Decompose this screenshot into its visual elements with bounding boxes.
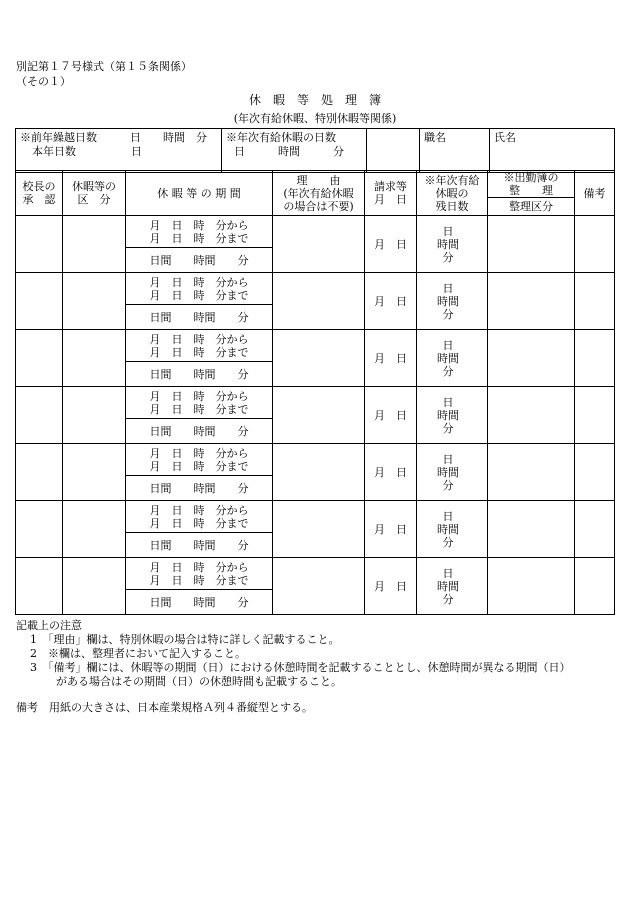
reason-cell[interactable] <box>273 216 365 273</box>
remaining-days-cell[interactable] <box>417 330 488 387</box>
period-to: 月 日 時 分まで <box>149 231 249 245</box>
leave-type-cell[interactable] <box>63 330 126 387</box>
reason-header-l3: の場合は不要) <box>283 199 354 213</box>
request-date-cell[interactable]: 月 日 <box>365 216 417 273</box>
note-item-3: 3 「備考」欄には、休暇等の期間（日）における休憩時間を記載することとし、休憩時間が異なる期間（日） <box>30 661 571 674</box>
period-duration-cell[interactable]: 日間 時間 分 <box>126 305 273 330</box>
paper-remark: 備考 用紙の大きさは、日本産業規格Ａ列４番縦型とする。 <box>16 701 313 714</box>
request-date-cell[interactable]: 月 日 <box>365 273 417 330</box>
period-from-to-cell[interactable] <box>126 558 273 590</box>
blank-cell <box>367 129 420 173</box>
period-from: 月 日 時 分から <box>149 218 249 232</box>
remaining-min: 分 <box>442 535 454 549</box>
principal-approval-cell[interactable] <box>16 558 63 615</box>
reason-cell[interactable] <box>273 501 365 558</box>
leave-table <box>15 170 615 615</box>
reason-cell[interactable] <box>273 273 365 330</box>
reason-cell[interactable] <box>273 330 365 387</box>
period-from-to-cell[interactable] <box>126 444 273 476</box>
attendance-cell[interactable] <box>488 216 575 273</box>
period-from-to-cell[interactable] <box>126 330 273 362</box>
reason-header-l1: 理 由 <box>296 173 341 187</box>
request-header-l2: 月 日 <box>374 193 407 206</box>
period-to: 月 日 時 分まで <box>149 288 249 302</box>
annual-leave-units: 日 時間 分 <box>234 145 344 158</box>
remaining-days-cell[interactable] <box>417 558 488 615</box>
remaining-header-l2: 休暇の <box>435 186 469 200</box>
leave-type-cell[interactable] <box>63 501 126 558</box>
annual-leave-cell[interactable] <box>222 129 367 173</box>
reason-cell[interactable] <box>273 444 365 501</box>
type-header-l1: 休暇等の <box>72 180 116 193</box>
remaining-days-cell[interactable] <box>417 387 488 444</box>
reason-header <box>273 171 365 216</box>
attendance-cell[interactable] <box>488 273 575 330</box>
period-duration-cell[interactable]: 日間 時間 分 <box>126 476 273 501</box>
remarks-cell[interactable] <box>575 501 615 558</box>
period-to: 月 日 時 分まで <box>149 402 249 416</box>
remaining-day: 日 <box>442 509 454 523</box>
carry-over-cell[interactable] <box>16 129 222 173</box>
principal-header <box>16 171 63 216</box>
remaining-header <box>417 171 488 216</box>
table-row <box>16 330 615 362</box>
leave-type-cell[interactable] <box>63 558 126 615</box>
note-item-2: 2 ※欄は、整理者において記入すること。 <box>30 647 246 660</box>
table-row <box>16 444 615 476</box>
remaining-day: 日 <box>442 566 454 580</box>
type-header <box>63 171 126 216</box>
period-from-to-cell[interactable] <box>126 501 273 533</box>
leave-type-cell[interactable] <box>63 444 126 501</box>
table-row <box>16 273 615 305</box>
name-label: 氏名 <box>494 131 516 144</box>
period-header: 休 暇 等 の 期 間 <box>126 171 273 216</box>
remaining-hour: 時間 <box>437 237 459 251</box>
period-from: 月 日 時 分から <box>149 503 249 517</box>
remaining-days-cell[interactable] <box>417 444 488 501</box>
attendance-cell[interactable] <box>488 501 575 558</box>
period-to: 月 日 時 分まで <box>149 573 249 587</box>
remaining-header-l1: ※年次有給 <box>424 173 480 187</box>
remaining-day: 日 <box>442 452 454 466</box>
remaining-hour: 時間 <box>437 465 459 479</box>
period-from: 月 日 時 分から <box>149 275 249 289</box>
period-to: 月 日 時 分まで <box>149 459 249 473</box>
remaining-header-l3: 残日数 <box>435 199 469 213</box>
page-subtitle: (年次有給休暇、特別休暇等関係) <box>233 112 397 125</box>
remaining-days-cell[interactable] <box>417 273 488 330</box>
request-date-cell[interactable]: 月 日 <box>365 444 417 501</box>
summary-table <box>15 128 615 173</box>
period-from-to-cell[interactable] <box>126 216 273 248</box>
this-year-line: 本年日数 日 <box>32 145 142 158</box>
remaining-days-cell[interactable] <box>417 216 488 273</box>
attendance-cell[interactable] <box>488 558 575 615</box>
leave-type-cell[interactable] <box>63 387 126 444</box>
remarks-cell[interactable] <box>575 273 615 330</box>
principal-approval-cell[interactable] <box>16 444 63 501</box>
position-cell[interactable] <box>420 129 490 173</box>
principal-approval-cell[interactable] <box>16 387 63 444</box>
remarks-cell[interactable] <box>575 387 615 444</box>
reason-cell[interactable] <box>273 558 365 615</box>
table-row <box>16 216 615 248</box>
period-from: 月 日 時 分から <box>149 560 249 574</box>
period-duration-cell[interactable]: 日間 時間 分 <box>126 248 273 273</box>
principal-approval-cell[interactable] <box>16 330 63 387</box>
form-id: 別記第１７号様式（第１５条関係） <box>16 60 192 73</box>
remaining-min: 分 <box>442 592 454 606</box>
attendance-cell[interactable] <box>488 444 575 501</box>
remaining-min: 分 <box>442 364 454 378</box>
principal-header-l1: 校長の <box>22 180 56 193</box>
period-from: 月 日 時 分から <box>149 389 249 403</box>
period-from-to-cell[interactable] <box>126 273 273 305</box>
page-title: 休 暇 等 処 理 簿 <box>248 93 381 107</box>
remaining-hour: 時間 <box>437 294 459 308</box>
remaining-hour: 時間 <box>437 351 459 365</box>
leave-type-cell[interactable] <box>63 216 126 273</box>
remarks-cell[interactable] <box>575 330 615 387</box>
principal-approval-cell[interactable] <box>16 216 63 273</box>
request-header-l1: 請求等 <box>374 180 407 193</box>
attendance-cell[interactable] <box>488 330 575 387</box>
remaining-days-cell[interactable] <box>417 501 488 558</box>
remarks-cell[interactable] <box>575 444 615 501</box>
table-row <box>16 387 615 419</box>
attendance-header-l1: ※出勤簿の <box>503 171 559 184</box>
position-label: 職名 <box>424 131 446 144</box>
carry-over-line: ※前年繰越日数 日 時間 分 <box>20 131 207 144</box>
remaining-min: 分 <box>442 421 454 435</box>
type-header-l2: 区 分 <box>77 193 111 206</box>
attendance-cell[interactable] <box>488 387 575 444</box>
request-date-cell[interactable]: 月 日 <box>365 558 417 615</box>
notes-heading: 記載上の注意 <box>16 619 82 632</box>
notes <box>16 619 571 715</box>
sub-id: （その１） <box>16 75 71 88</box>
remaining-day: 日 <box>442 224 454 238</box>
period-to: 月 日 時 分まで <box>149 516 249 530</box>
request-header <box>365 171 417 216</box>
period-from: 月 日 時 分から <box>149 332 249 346</box>
table-row <box>16 558 615 590</box>
remaining-day: 日 <box>442 338 454 352</box>
attendance-header-l2: 整 理 <box>509 184 553 197</box>
principal-header-l2: 承 認 <box>22 193 56 206</box>
table-row <box>16 501 615 533</box>
remaining-hour: 時間 <box>437 579 459 593</box>
reason-cell[interactable] <box>273 387 365 444</box>
request-date-cell[interactable]: 月 日 <box>365 501 417 558</box>
period-duration-cell[interactable]: 日間 時間 分 <box>126 419 273 444</box>
remarks-cell[interactable] <box>575 558 615 615</box>
attendance-header <box>488 171 575 198</box>
period-to: 月 日 時 分まで <box>149 345 249 359</box>
leave-type-cell[interactable] <box>63 273 126 330</box>
remaining-day: 日 <box>442 281 454 295</box>
reason-header-l2: (年次有給休暇 <box>283 186 354 200</box>
attendance-sub-header: 整理区分 <box>488 198 575 216</box>
period-duration-cell[interactable]: 日間 時間 分 <box>126 362 273 387</box>
period-duration-cell[interactable]: 日間 時間 分 <box>126 590 273 615</box>
remaining-day: 日 <box>442 395 454 409</box>
remaining-hour: 時間 <box>437 408 459 422</box>
note-item-3-cont: がある場合はその期間（日）の休憩時間も記載すること。 <box>56 675 342 688</box>
annual-leave-label: ※年次有給休暇の日数 <box>226 131 336 144</box>
name-cell[interactable] <box>490 129 615 173</box>
request-date-cell[interactable]: 月 日 <box>365 330 417 387</box>
period-duration-cell[interactable]: 日間 時間 分 <box>126 533 273 558</box>
principal-approval-cell[interactable] <box>16 501 63 558</box>
remaining-hour: 時間 <box>437 522 459 536</box>
remaining-min: 分 <box>442 307 454 321</box>
request-date-cell[interactable]: 月 日 <box>365 387 417 444</box>
remarks-cell[interactable] <box>575 216 615 273</box>
remarks-header: 備考 <box>575 171 615 216</box>
note-item-1: 1 「理由」欄は、特別休暇の場合は特に詳しく記載すること。 <box>30 633 340 646</box>
period-from: 月 日 時 分から <box>149 446 249 460</box>
remaining-min: 分 <box>442 250 454 264</box>
principal-approval-cell[interactable] <box>16 273 63 330</box>
period-from-to-cell[interactable] <box>126 387 273 419</box>
remaining-min: 分 <box>442 478 454 492</box>
